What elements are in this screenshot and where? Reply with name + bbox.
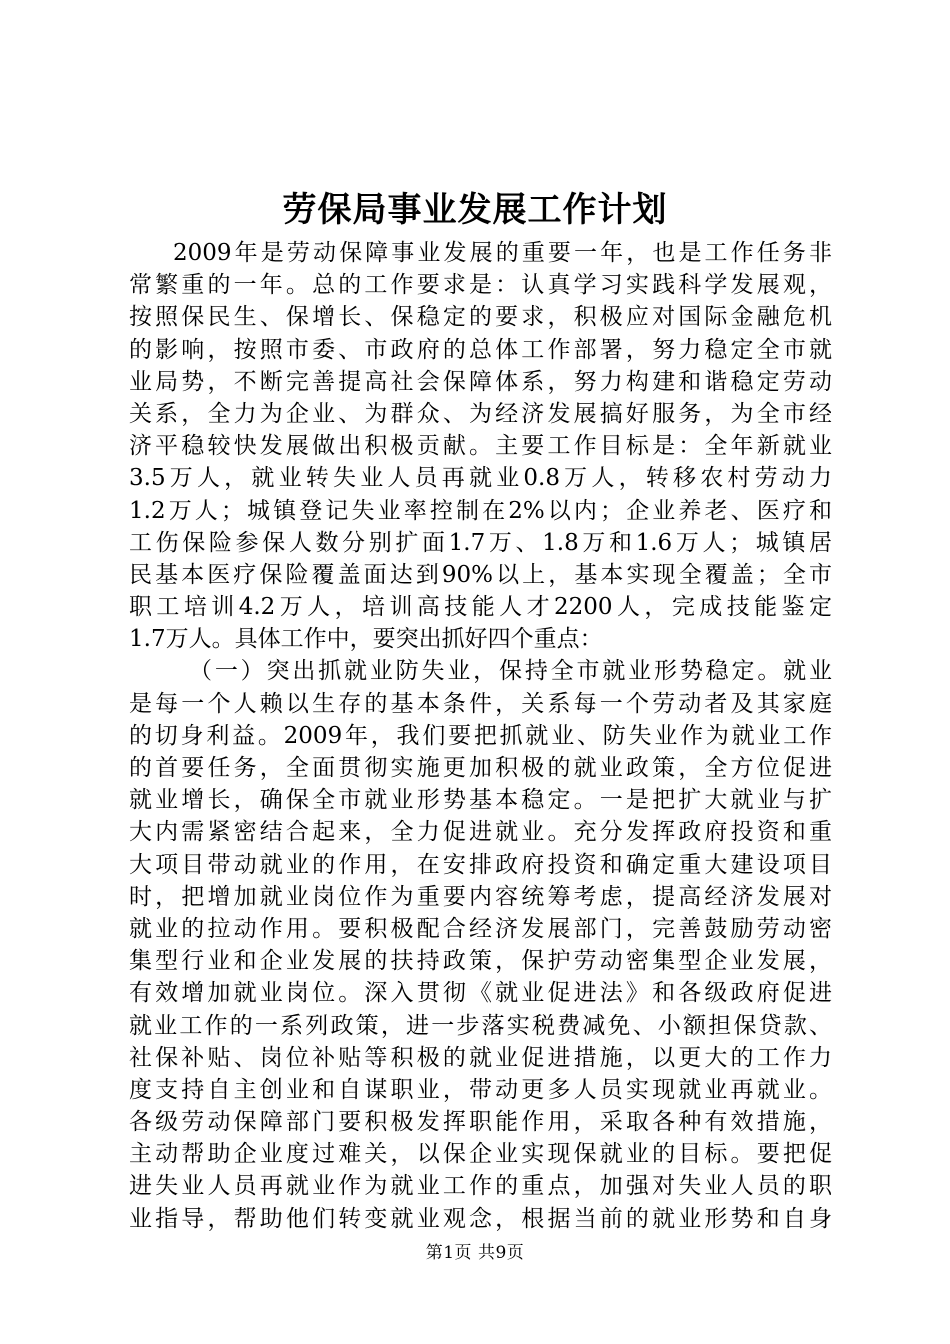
paragraph-1-line: 1.2万人；城镇登记失业率控制在2%以内；企业养老、医疗和 bbox=[129, 497, 832, 524]
paragraph-2-line: 社保补贴、岗位补贴等积极的就业促进措施，以更大的工作力 bbox=[129, 1044, 832, 1071]
paragraph-1-line: 1.7万人。具体工作中，要突出抓好四个重点： bbox=[129, 626, 603, 653]
paragraph-1-line: 关系，全力为企业、为群众、为经济发展搞好服务，为全市经 bbox=[129, 400, 832, 427]
document-title: 劳保局事业发展工作计划 bbox=[282, 190, 668, 230]
page-footer: 第1页 共9页 bbox=[425, 1243, 525, 1263]
paragraph-1-line: 民基本医疗保险覆盖面达到90%以上，基本实现全覆盖；全市 bbox=[129, 561, 832, 588]
paragraph-2-line: 大内需紧密结合起来，全力促进就业。充分发挥政府投资和重 bbox=[129, 819, 832, 846]
paragraph-1-line: 工伤保险参保人数分别扩面1.7万、1.8万和1.6万人；城镇居 bbox=[129, 529, 832, 556]
paragraph-2-line: 各级劳动保障部门要积极发挥职能作用，采取各种有效措施， bbox=[129, 1109, 832, 1136]
paragraph-2-line: 有效增加就业岗位。深入贯彻《就业促进法》和各级政府促进 bbox=[129, 980, 832, 1007]
paragraph-2-line: 的切身利益。2009年，我们要把抓就业、防失业作为就业工作 bbox=[129, 722, 832, 749]
paragraph-1-line: 2009年是劳动保障事业发展的重要一年，也是工作任务非 bbox=[173, 240, 832, 266]
paragraph-2-line: 度支持自主创业和自谋职业，带动更多人员实现就业再就业。 bbox=[129, 1076, 832, 1103]
paragraph-1-line: 业局势，不断完善提高社会保障体系，努力构建和谐稳定劳动 bbox=[129, 368, 832, 395]
paragraph-1-line: 职工培训4.2万人，培训高技能人才2200人，完成技能鉴定 bbox=[129, 594, 832, 621]
paragraph-2-line: 时，把增加就业岗位作为重要内容统筹考虑，提高经济发展对 bbox=[129, 883, 832, 910]
paragraph-2-line: 业指导，帮助他们转变就业观念，根据当前的就业形势和自身 bbox=[129, 1205, 832, 1232]
paragraph-1-line: 常繁重的一年。总的工作要求是：认真学习实践科学发展观， bbox=[129, 272, 832, 299]
paragraph-2-line: 就业增长，确保全市就业形势基本稳定。一是把扩大就业与扩 bbox=[129, 787, 832, 814]
paragraph-2-line: （一）突出抓就业防失业，保持全市就业形势稳定。就业 bbox=[189, 658, 832, 685]
paragraph-2-line: 是每一个人赖以生存的基本条件，关系每一个劳动者及其家庭 bbox=[129, 690, 832, 717]
paragraph-2-line: 大项目带动就业的作用，在安排政府投资和确定重大建设项目 bbox=[129, 851, 832, 878]
paragraph-2-line: 就业工作的一系列政策，进一步落实税费减免、小额担保贷款、 bbox=[129, 1012, 832, 1039]
paragraph-1-line: 3.5万人，就业转失业人员再就业0.8万人，转移农村劳动力 bbox=[129, 465, 832, 492]
paragraph-2-line: 集型行业和企业发展的扶持政策，保护劳动密集型企业发展， bbox=[129, 948, 832, 975]
paragraph-2-line: 就业的拉动作用。要积极配合经济发展部门，完善鼓励劳动密 bbox=[129, 915, 832, 942]
paragraph-2-line: 进失业人员再就业作为就业工作的重点，加强对失业人员的职 bbox=[129, 1173, 832, 1200]
document-body bbox=[129, 237, 832, 1235]
paragraph-1-line: 的影响，按照市委、市政府的总体工作部署，努力稳定全市就 bbox=[129, 336, 832, 363]
paragraph-1-line: 济平稳较快发展做出积极贡献。主要工作目标是：全年新就业 bbox=[129, 433, 832, 460]
paragraph-2-line: 的首要任务，全面贯彻实施更加积极的就业政策，全方位促进 bbox=[129, 755, 832, 781]
paragraph-2-line: 主动帮助企业度过难关，以保企业实现保就业的目标。要把促 bbox=[129, 1141, 832, 1168]
paragraph-1-line: 按照保民生、保增长、保稳定的要求，积极应对国际金融危机 bbox=[129, 304, 832, 331]
